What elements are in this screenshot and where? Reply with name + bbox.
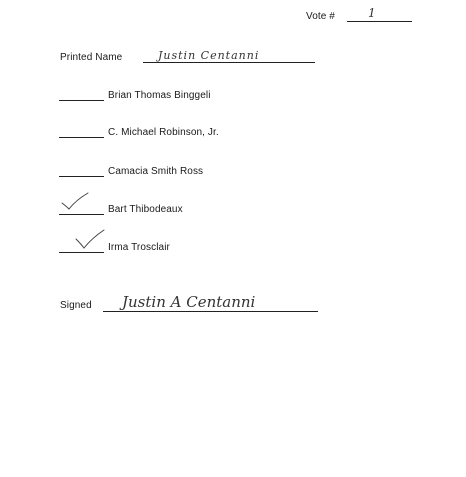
candidate-name-ross: Camacia Smith Ross: [108, 166, 204, 177]
candidate-name-trosclair: Irma Trosclair: [108, 242, 170, 253]
candidate-name-thibodeaux: Bart Thibodeaux: [108, 204, 183, 215]
vote-number-line: [347, 21, 412, 22]
printed-name-line: [143, 62, 315, 63]
printed-name-value: Justin Centanni: [158, 49, 260, 62]
check-line-ross: [59, 176, 104, 177]
vote-number-label: Vote #: [306, 11, 335, 22]
printed-name-label: Printed Name: [60, 52, 123, 63]
check-line-robinson: [59, 137, 104, 138]
signature-line: [103, 311, 318, 312]
signature-label: Signed: [60, 300, 92, 311]
signature-value: Justin A Centanni: [122, 293, 256, 311]
check-line-trosclair: [59, 252, 104, 253]
checkmark-icon: [60, 192, 90, 212]
candidate-name-robinson: C. Michael Robinson, Jr.: [108, 127, 219, 138]
vote-number-value: 1: [368, 6, 376, 20]
candidate-name-binggeli: Brian Thomas Binggeli: [108, 90, 211, 101]
check-line-thibodeaux: [59, 214, 104, 215]
check-line-binggeli: [59, 100, 104, 101]
checkmark-icon: [74, 229, 106, 251]
